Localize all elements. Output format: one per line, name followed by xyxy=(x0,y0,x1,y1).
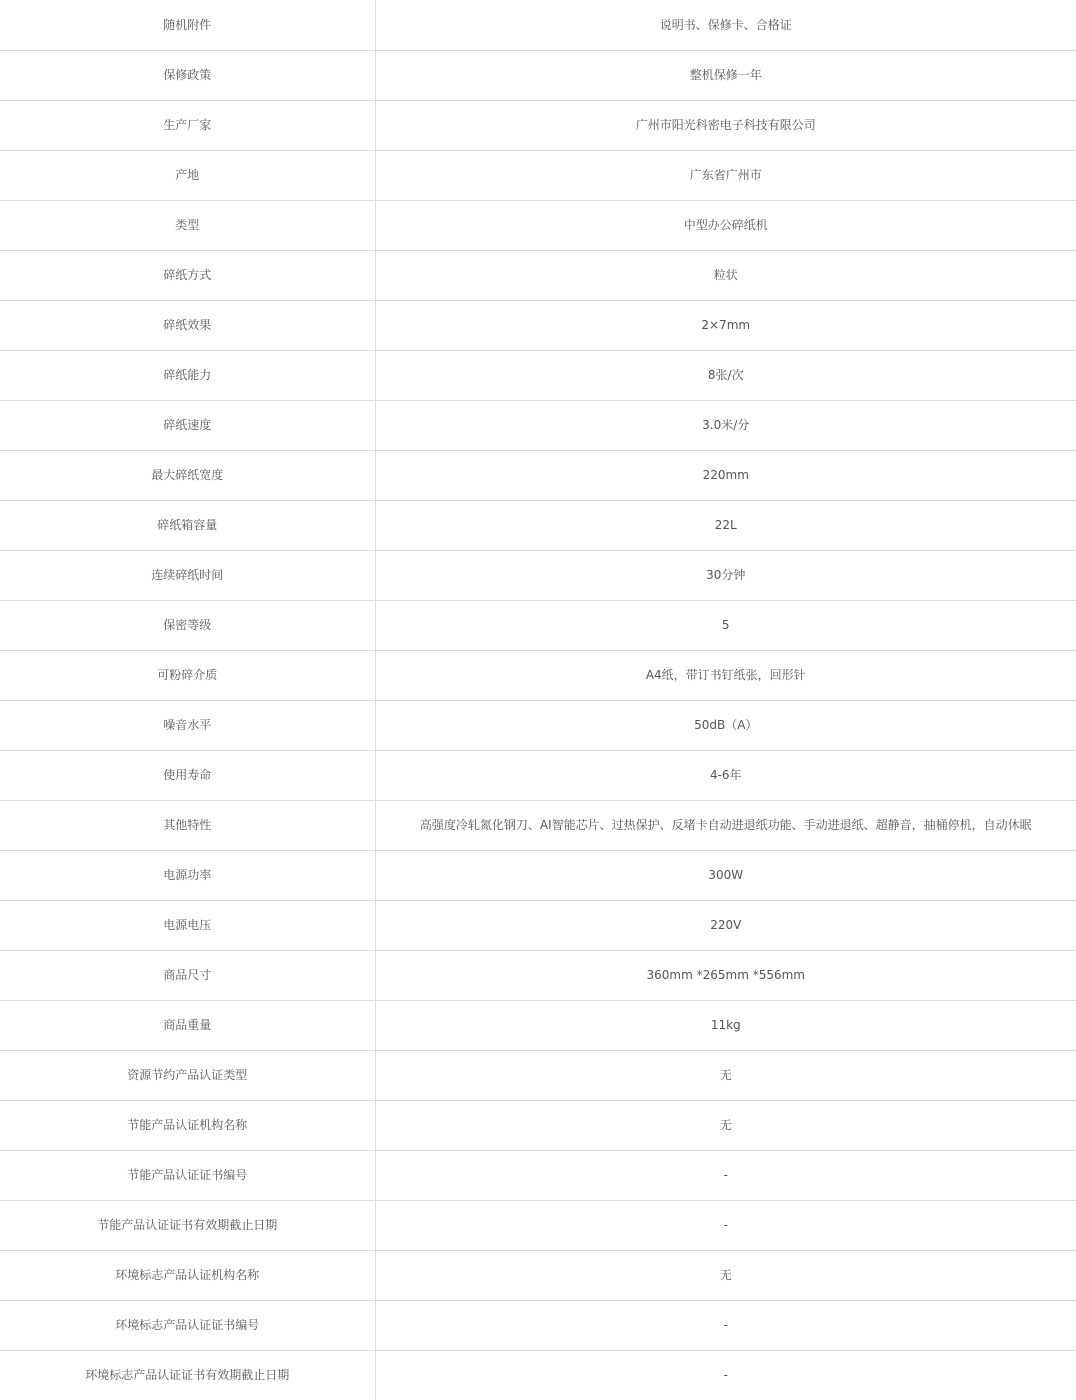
table-row xyxy=(0,450,1076,500)
table-row xyxy=(0,1150,1076,1200)
table-row xyxy=(0,350,1076,400)
table-row xyxy=(0,750,1076,800)
spec-label: 碎纸能力 xyxy=(0,350,375,400)
table-row xyxy=(0,0,1076,50)
spec-value: 11kg xyxy=(375,1000,1076,1050)
spec-value: 无 xyxy=(375,1050,1076,1100)
table-row xyxy=(0,200,1076,250)
spec-value: 广州市阳光科密电子科技有限公司 xyxy=(375,100,1076,150)
table-row xyxy=(0,550,1076,600)
spec-label: 商品重量 xyxy=(0,1000,375,1050)
spec-label: 节能产品认证证书编号 xyxy=(0,1150,375,1200)
spec-label: 电源电压 xyxy=(0,900,375,950)
table-row xyxy=(0,1200,1076,1250)
table-row xyxy=(0,50,1076,100)
spec-value: 无 xyxy=(375,1250,1076,1300)
table-row xyxy=(0,250,1076,300)
spec-label: 碎纸效果 xyxy=(0,300,375,350)
spec-value: 整机保修一年 xyxy=(375,50,1076,100)
spec-label: 类型 xyxy=(0,200,375,250)
spec-label: 碎纸箱容量 xyxy=(0,500,375,550)
spec-label: 环境标志产品认证机构名称 xyxy=(0,1250,375,1300)
spec-value: 3.0米/分 xyxy=(375,400,1076,450)
spec-value: 粒状 xyxy=(375,250,1076,300)
spec-value: 无 xyxy=(375,1100,1076,1150)
table-row xyxy=(0,150,1076,200)
table-row xyxy=(0,400,1076,450)
spec-label: 环境标志产品认证证书有效期截止日期 xyxy=(0,1350,375,1400)
spec-value: 360mm *265mm *556mm xyxy=(375,950,1076,1000)
spec-label: 节能产品认证证书有效期截止日期 xyxy=(0,1200,375,1250)
spec-label: 保修政策 xyxy=(0,50,375,100)
spec-value: - xyxy=(375,1150,1076,1200)
spec-value: 说明书、保修卡、合格证 xyxy=(375,0,1076,50)
spec-label: 可粉碎介质 xyxy=(0,650,375,700)
spec-value: 8张/次 xyxy=(375,350,1076,400)
table-row xyxy=(0,900,1076,950)
spec-label: 节能产品认证机构名称 xyxy=(0,1100,375,1150)
spec-value: - xyxy=(375,1300,1076,1350)
spec-label: 其他特性 xyxy=(0,800,375,850)
spec-label: 最大碎纸宽度 xyxy=(0,450,375,500)
spec-value: 高强度冷轧氮化钢刀、AI智能芯片、过热保护、反堵卡自动进退纸功能、手动进退纸、超静音，抽桶停机，自动休眠 xyxy=(375,800,1076,850)
spec-value: 广东省广州市 xyxy=(375,150,1076,200)
spec-value: 2×7mm xyxy=(375,300,1076,350)
table-row xyxy=(0,100,1076,150)
table-row xyxy=(0,700,1076,750)
spec-value: 300W xyxy=(375,850,1076,900)
table-row xyxy=(0,1100,1076,1150)
table-row xyxy=(0,1300,1076,1350)
table-row xyxy=(0,1000,1076,1050)
spec-value: 30分钟 xyxy=(375,550,1076,600)
spec-value: 22L xyxy=(375,500,1076,550)
table-row xyxy=(0,1350,1076,1400)
spec-value: 5 xyxy=(375,600,1076,650)
spec-value: - xyxy=(723,1368,728,1383)
spec-value: 220mm xyxy=(375,450,1076,500)
table-row xyxy=(0,500,1076,550)
table-row xyxy=(0,1050,1076,1100)
table-row xyxy=(0,850,1076,900)
spec-label: 生产厂家 xyxy=(0,100,375,150)
table-row xyxy=(0,650,1076,700)
spec-value: 220V xyxy=(375,900,1076,950)
spec-value: 中型办公碎纸机 xyxy=(375,200,1076,250)
table-row xyxy=(0,600,1076,650)
table-row xyxy=(0,950,1076,1000)
table-row xyxy=(0,1250,1076,1300)
table-row xyxy=(0,800,1076,850)
table-row xyxy=(0,300,1076,350)
spec-value: - xyxy=(375,1200,1076,1250)
spec-label: 产地 xyxy=(0,150,375,200)
spec-value: 50dB（A） xyxy=(375,700,1076,750)
spec-label: 保密等级 xyxy=(0,600,375,650)
spec-label: 噪音水平 xyxy=(0,700,375,750)
spec-value: 4-6年 xyxy=(375,750,1076,800)
spec-label: 环境标志产品认证证书编号 xyxy=(0,1300,375,1350)
spec-label: 碎纸方式 xyxy=(0,250,375,300)
spec-label: 使用寿命 xyxy=(0,750,375,800)
spec-label: 资源节约产品认证类型 xyxy=(0,1050,375,1100)
spec-label: 电源功率 xyxy=(0,850,375,900)
spec-label: 碎纸速度 xyxy=(0,400,375,450)
spec-label: 商品尺寸 xyxy=(0,950,375,1000)
spec-value: A4纸，带订书钉纸张，回形针 xyxy=(375,650,1076,700)
spec-label: 随机附件 xyxy=(0,0,375,50)
spec-label: 连续碎纸时间 xyxy=(0,550,375,600)
